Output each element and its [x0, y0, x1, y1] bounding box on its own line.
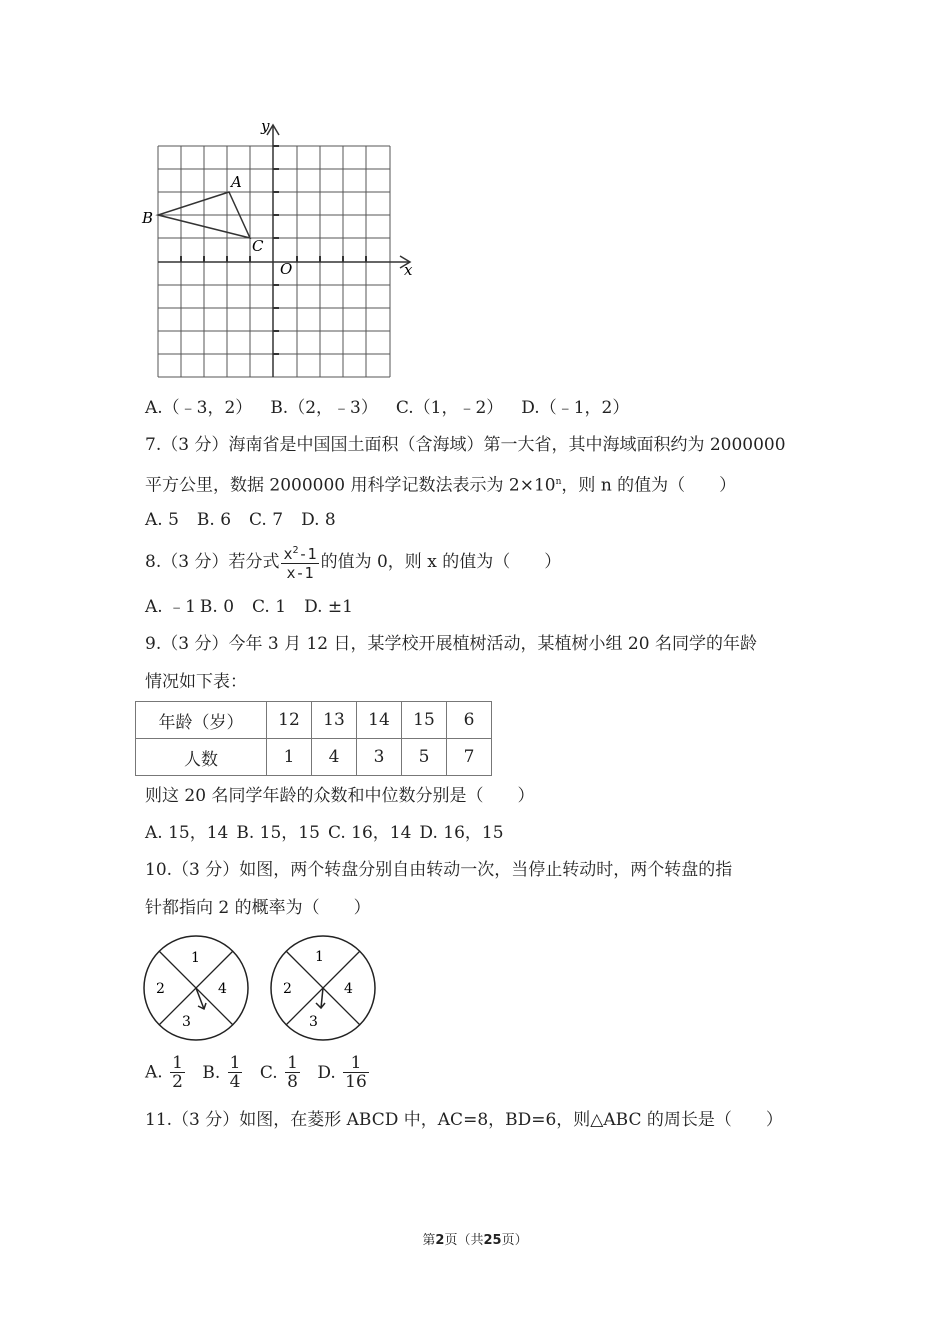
q7-option-a: A. 5	[145, 510, 179, 530]
table-cell: 14	[357, 702, 402, 739]
fraction-numerator: 1	[287, 1053, 298, 1073]
q8-option-b: B. 0	[199, 597, 235, 617]
q8-option-c: C. 1	[252, 597, 287, 617]
q6-option-a: A.（﹣3，2）	[145, 398, 253, 418]
q10-option-d-prefix: D.	[317, 1062, 336, 1083]
q7-line2-post: ，则 n 的值为（ ）	[561, 475, 737, 496]
page-footer	[0, 1229, 950, 1248]
q9-line1: 9.（3 分）今年 3 月 12 日，某学校开展植树活动，某植树小组 20 名同学的年龄	[145, 634, 757, 654]
q8-num-rest: -1	[298, 545, 317, 563]
spinner-left	[142, 934, 252, 1044]
q7-option-d: D. 8	[301, 510, 336, 530]
q9-option-b: B. 15，15	[236, 823, 320, 843]
footer-page-number: 2	[435, 1233, 445, 1248]
age-table	[135, 701, 492, 776]
q10-option-a-prefix: A.	[145, 1062, 163, 1083]
table-cell: 13	[312, 702, 357, 739]
q8-suffix: 的值为 0，则 x 的值为（ ）	[320, 552, 562, 572]
fraction-denominator: 16	[345, 1072, 367, 1092]
table-header-age: 年龄（岁）	[136, 702, 267, 739]
q6-options	[145, 397, 647, 419]
q9-option-a: A. 15，14	[145, 823, 229, 843]
q8-option-d: D. ±1	[304, 597, 353, 617]
q10-options	[145, 1054, 371, 1091]
fraction-denominator: 2	[172, 1072, 183, 1092]
q11-line1: 11.（3 分）如图，在菱形 ABCD 中，AC=8，BD=6，则△ABC 的周长是（ ）	[145, 1110, 783, 1130]
q10-line2: 针都指向 2 的概率为（ ）	[145, 898, 371, 918]
q9-option-c: C. 16，14	[327, 823, 412, 843]
q8-option-a: A. ﹣1	[145, 597, 196, 617]
spinner-right	[268, 934, 380, 1044]
table-row	[136, 702, 492, 739]
q6-option-d: D.（﹣1，2）	[521, 398, 630, 418]
fraction-numerator: 1	[343, 1054, 369, 1073]
q8-num-x: x	[283, 545, 293, 563]
q7-option-b: B. 6	[196, 510, 232, 530]
spinner-pointer-arrow	[196, 988, 206, 1009]
origin-label: O	[280, 260, 293, 278]
q8-fraction	[281, 542, 318, 582]
q7-line1: 7.（3 分）海南省是中国国土面积（含海域）第一大省，其中海域面积约为 2000000	[145, 435, 786, 455]
table-cell: 1	[267, 739, 312, 776]
point-c-label: C	[252, 237, 264, 255]
q10-option-b-fraction	[228, 1054, 243, 1091]
q9-option-d: D. 16，15	[419, 823, 504, 843]
fraction-denominator: 4	[229, 1072, 241, 1092]
table-header-count: 人数	[136, 739, 267, 776]
table-cell: 15	[402, 702, 447, 739]
point-a-label: A	[231, 173, 242, 191]
q9-options	[145, 822, 504, 844]
axes	[158, 125, 410, 377]
q6-option-b: B.（2，﹣3）	[270, 398, 378, 418]
q8-question	[145, 542, 561, 582]
footer-total-pages: 25	[483, 1233, 502, 1248]
q7-options	[145, 509, 354, 531]
spinner-label: 3	[182, 1014, 191, 1030]
spinner-label: 2	[156, 981, 165, 997]
q8-denominator: x-1	[286, 564, 314, 582]
fraction-denominator: 8	[287, 1072, 298, 1092]
q10-line1: 10.（3 分）如图，两个转盘分别自由转动一次，当停止转动时，两个转盘的指	[145, 860, 733, 880]
x-axis-label: x	[404, 261, 413, 279]
q6-option-c: C.（1，﹣2）	[395, 398, 504, 418]
spinner-label: 1	[191, 950, 200, 966]
q7-option-c: C. 7	[249, 510, 284, 530]
q8-prefix: 8.（3 分）若分式	[145, 552, 280, 572]
q8-options	[145, 596, 371, 618]
fraction-numerator: 1	[229, 1053, 241, 1073]
footer-pre: 第	[422, 1233, 436, 1248]
q8-num-sup: 2	[292, 545, 299, 556]
q7-exponent: n	[555, 477, 562, 487]
table-cell: 4	[312, 739, 357, 776]
footer-mid: 页（共	[444, 1233, 484, 1248]
spinner-label: 4	[218, 981, 227, 997]
table-row	[136, 739, 492, 776]
q10-option-b-prefix: B.	[202, 1062, 221, 1083]
table-cell: 12	[267, 702, 312, 739]
coordinate-grid-figure	[140, 115, 430, 385]
q10-option-a-fraction	[170, 1054, 185, 1091]
q7-line2	[145, 471, 736, 497]
q7-line2-text: 平方公里，数据 2000000 用科学记数法表示为 2×10	[145, 475, 556, 496]
table-cell: 6	[447, 702, 492, 739]
fraction-numerator: 1	[172, 1053, 183, 1073]
q9-line2: 情况如下表：	[145, 672, 247, 692]
q10-option-c-fraction	[285, 1054, 300, 1091]
spinner-label: 4	[344, 981, 353, 997]
y-axis-label: y	[261, 117, 270, 135]
spinner-label: 1	[315, 949, 324, 965]
spinner-label: 3	[309, 1014, 318, 1030]
spinner-label: 2	[283, 981, 292, 997]
q10-option-c-prefix: C.	[259, 1062, 278, 1083]
table-cell: 5	[402, 739, 447, 776]
footer-post: 页）	[501, 1233, 528, 1248]
q9-question: 则这 20 名同学年龄的众数和中位数分别是（ ）	[145, 786, 535, 806]
q10-option-d-fraction	[343, 1054, 369, 1091]
table-cell: 3	[357, 739, 402, 776]
point-b-label: B	[142, 209, 154, 227]
table-cell: 7	[447, 739, 492, 776]
